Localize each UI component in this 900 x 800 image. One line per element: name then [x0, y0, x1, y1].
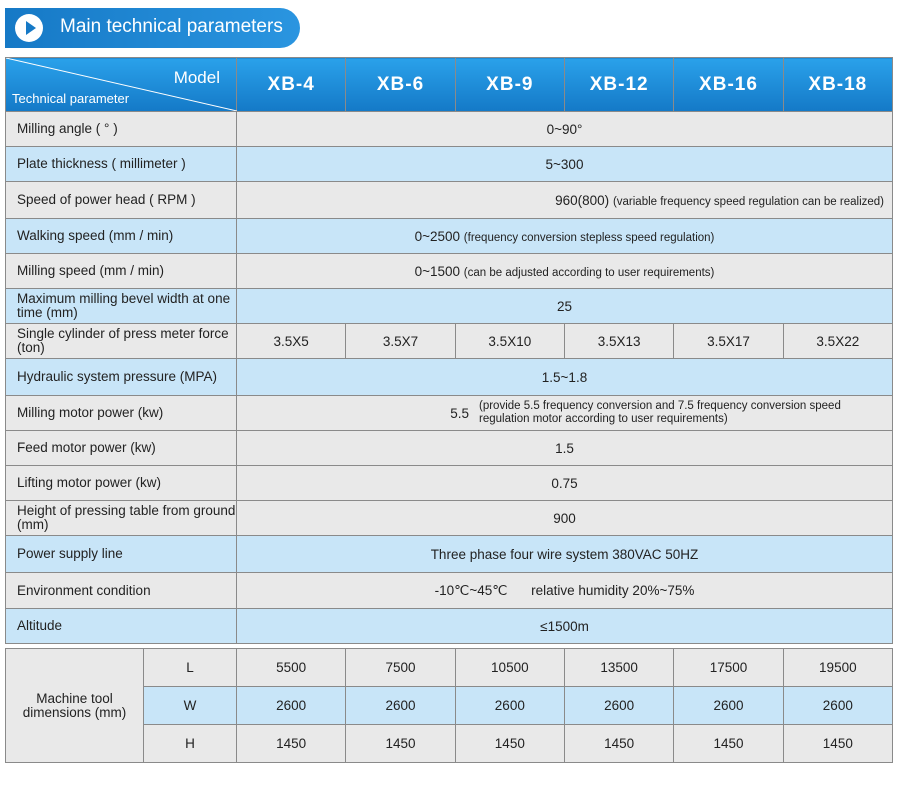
- row-note: relative humidity 20%~75%: [531, 582, 695, 598]
- row-label: Single cylinder of press meter force (ton): [6, 324, 237, 359]
- press-force-xb-9: 3.5X10: [455, 324, 564, 359]
- length-xb-18: 19500: [783, 649, 892, 687]
- row-label: Speed of power head ( RPM ): [6, 182, 237, 219]
- row-value: 5.5: [450, 405, 469, 421]
- press-force-xb-6: 3.5X7: [346, 324, 455, 359]
- width-xb-16: 2600: [674, 687, 783, 725]
- row-value: 5~300: [237, 147, 893, 182]
- row-note: (frequency conversion stepless speed regulation): [463, 231, 715, 244]
- model-label: Model: [173, 68, 220, 87]
- table-row: [6, 536, 893, 573]
- dimension-key: L: [144, 649, 237, 687]
- model-xb-4: XB-4: [237, 58, 346, 112]
- section-banner: [5, 8, 300, 48]
- section-title: Main technical parameters: [60, 16, 283, 37]
- table-row: [6, 573, 893, 609]
- model-xb-6: XB-6: [346, 58, 455, 112]
- length-xb-6: 7500: [346, 649, 455, 687]
- dimension-key: H: [144, 725, 237, 763]
- height-xb-6: 1450: [346, 725, 455, 763]
- press-force-xb-4: 3.5X5: [237, 324, 346, 359]
- row-value: 1.5: [237, 431, 893, 466]
- row-label: Lifting motor power (kw): [6, 466, 237, 501]
- model-xb-18: XB-18: [783, 58, 892, 112]
- table-row: [6, 112, 893, 147]
- row-value: 0~90°: [237, 112, 893, 147]
- dimensions-table: [5, 648, 893, 763]
- row-note: (provide 5.5 frequency conversion and 7.5 frequency conversion speed regulation motor according to user requirements): [479, 400, 841, 425]
- row-value: 25: [237, 289, 893, 324]
- play-arrow-icon: [15, 14, 43, 42]
- press-force-xb-18: 3.5X22: [783, 324, 892, 359]
- row-value: 1.5~1.8: [237, 359, 893, 396]
- height-xb-9: 1450: [455, 725, 564, 763]
- parameters-table: [5, 57, 893, 644]
- press-force-xb-16: 3.5X17: [674, 324, 783, 359]
- row-label: Hydraulic system pressure (MPA): [6, 359, 237, 396]
- dimension-key: W: [144, 687, 237, 725]
- row-label: Plate thickness ( millimeter ): [6, 147, 237, 182]
- row-value: -10℃~45℃: [434, 582, 508, 598]
- width-xb-9: 2600: [455, 687, 564, 725]
- model-xb-12: XB-12: [564, 58, 673, 112]
- row-value: 900: [237, 501, 893, 536]
- row-label: Milling angle ( ° ): [6, 112, 237, 147]
- length-xb-12: 13500: [564, 649, 673, 687]
- row-label: Height of pressing table from ground (mm): [6, 501, 237, 536]
- table-row: [6, 219, 893, 254]
- table-row: [6, 609, 893, 644]
- row-label: Environment condition: [6, 573, 237, 609]
- length-xb-16: 17500: [674, 649, 783, 687]
- row-label: Walking speed (mm / min): [6, 219, 237, 254]
- width-xb-6: 2600: [346, 687, 455, 725]
- row-label: Milling speed (mm / min): [6, 254, 237, 289]
- model-xb-9: XB-9: [455, 58, 564, 112]
- row-value: 0~1500: [414, 263, 461, 279]
- table-row: [6, 501, 893, 536]
- row-note: (can be adjusted according to user requirements): [463, 266, 715, 279]
- model-xb-16: XB-16: [674, 58, 783, 112]
- table-row: [6, 254, 893, 289]
- header-row: [6, 58, 893, 112]
- header-corner: [6, 58, 237, 112]
- width-xb-18: 2600: [783, 687, 892, 725]
- dimensions-label: Machine tool dimensions (mm): [6, 649, 144, 763]
- table-row: [6, 649, 893, 687]
- technical-parameter-label: Technical parameter: [12, 91, 130, 106]
- table-row: [6, 396, 893, 431]
- table-row: [6, 147, 893, 182]
- table-row: [6, 466, 893, 501]
- row-value: Three phase four wire system 380VAC 50HZ: [237, 536, 893, 573]
- table-row: [6, 324, 893, 359]
- row-label: Maximum milling bevel width at one time (mm): [6, 289, 237, 324]
- table-row: [6, 431, 893, 466]
- row-value: ≤1500m: [237, 609, 893, 644]
- row-value: 0.75: [237, 466, 893, 501]
- height-xb-4: 1450: [237, 725, 346, 763]
- row-note: (variable frequency speed regulation can be realized): [612, 195, 884, 208]
- table-row: [6, 182, 893, 219]
- row-label: Milling motor power (kw): [6, 396, 237, 431]
- row-value: 960(800): [555, 192, 610, 208]
- height-xb-12: 1450: [564, 725, 673, 763]
- press-force-xb-12: 3.5X13: [564, 324, 673, 359]
- length-xb-9: 10500: [455, 649, 564, 687]
- width-xb-12: 2600: [564, 687, 673, 725]
- row-label: Power supply line: [6, 536, 237, 573]
- table-row: [6, 289, 893, 324]
- row-label: Feed motor power (kw): [6, 431, 237, 466]
- table-row: [6, 359, 893, 396]
- row-value: 0~2500: [414, 228, 461, 244]
- width-xb-4: 2600: [237, 687, 346, 725]
- height-xb-16: 1450: [674, 725, 783, 763]
- height-xb-18: 1450: [783, 725, 892, 763]
- length-xb-4: 5500: [237, 649, 346, 687]
- row-label: Altitude: [6, 609, 237, 644]
